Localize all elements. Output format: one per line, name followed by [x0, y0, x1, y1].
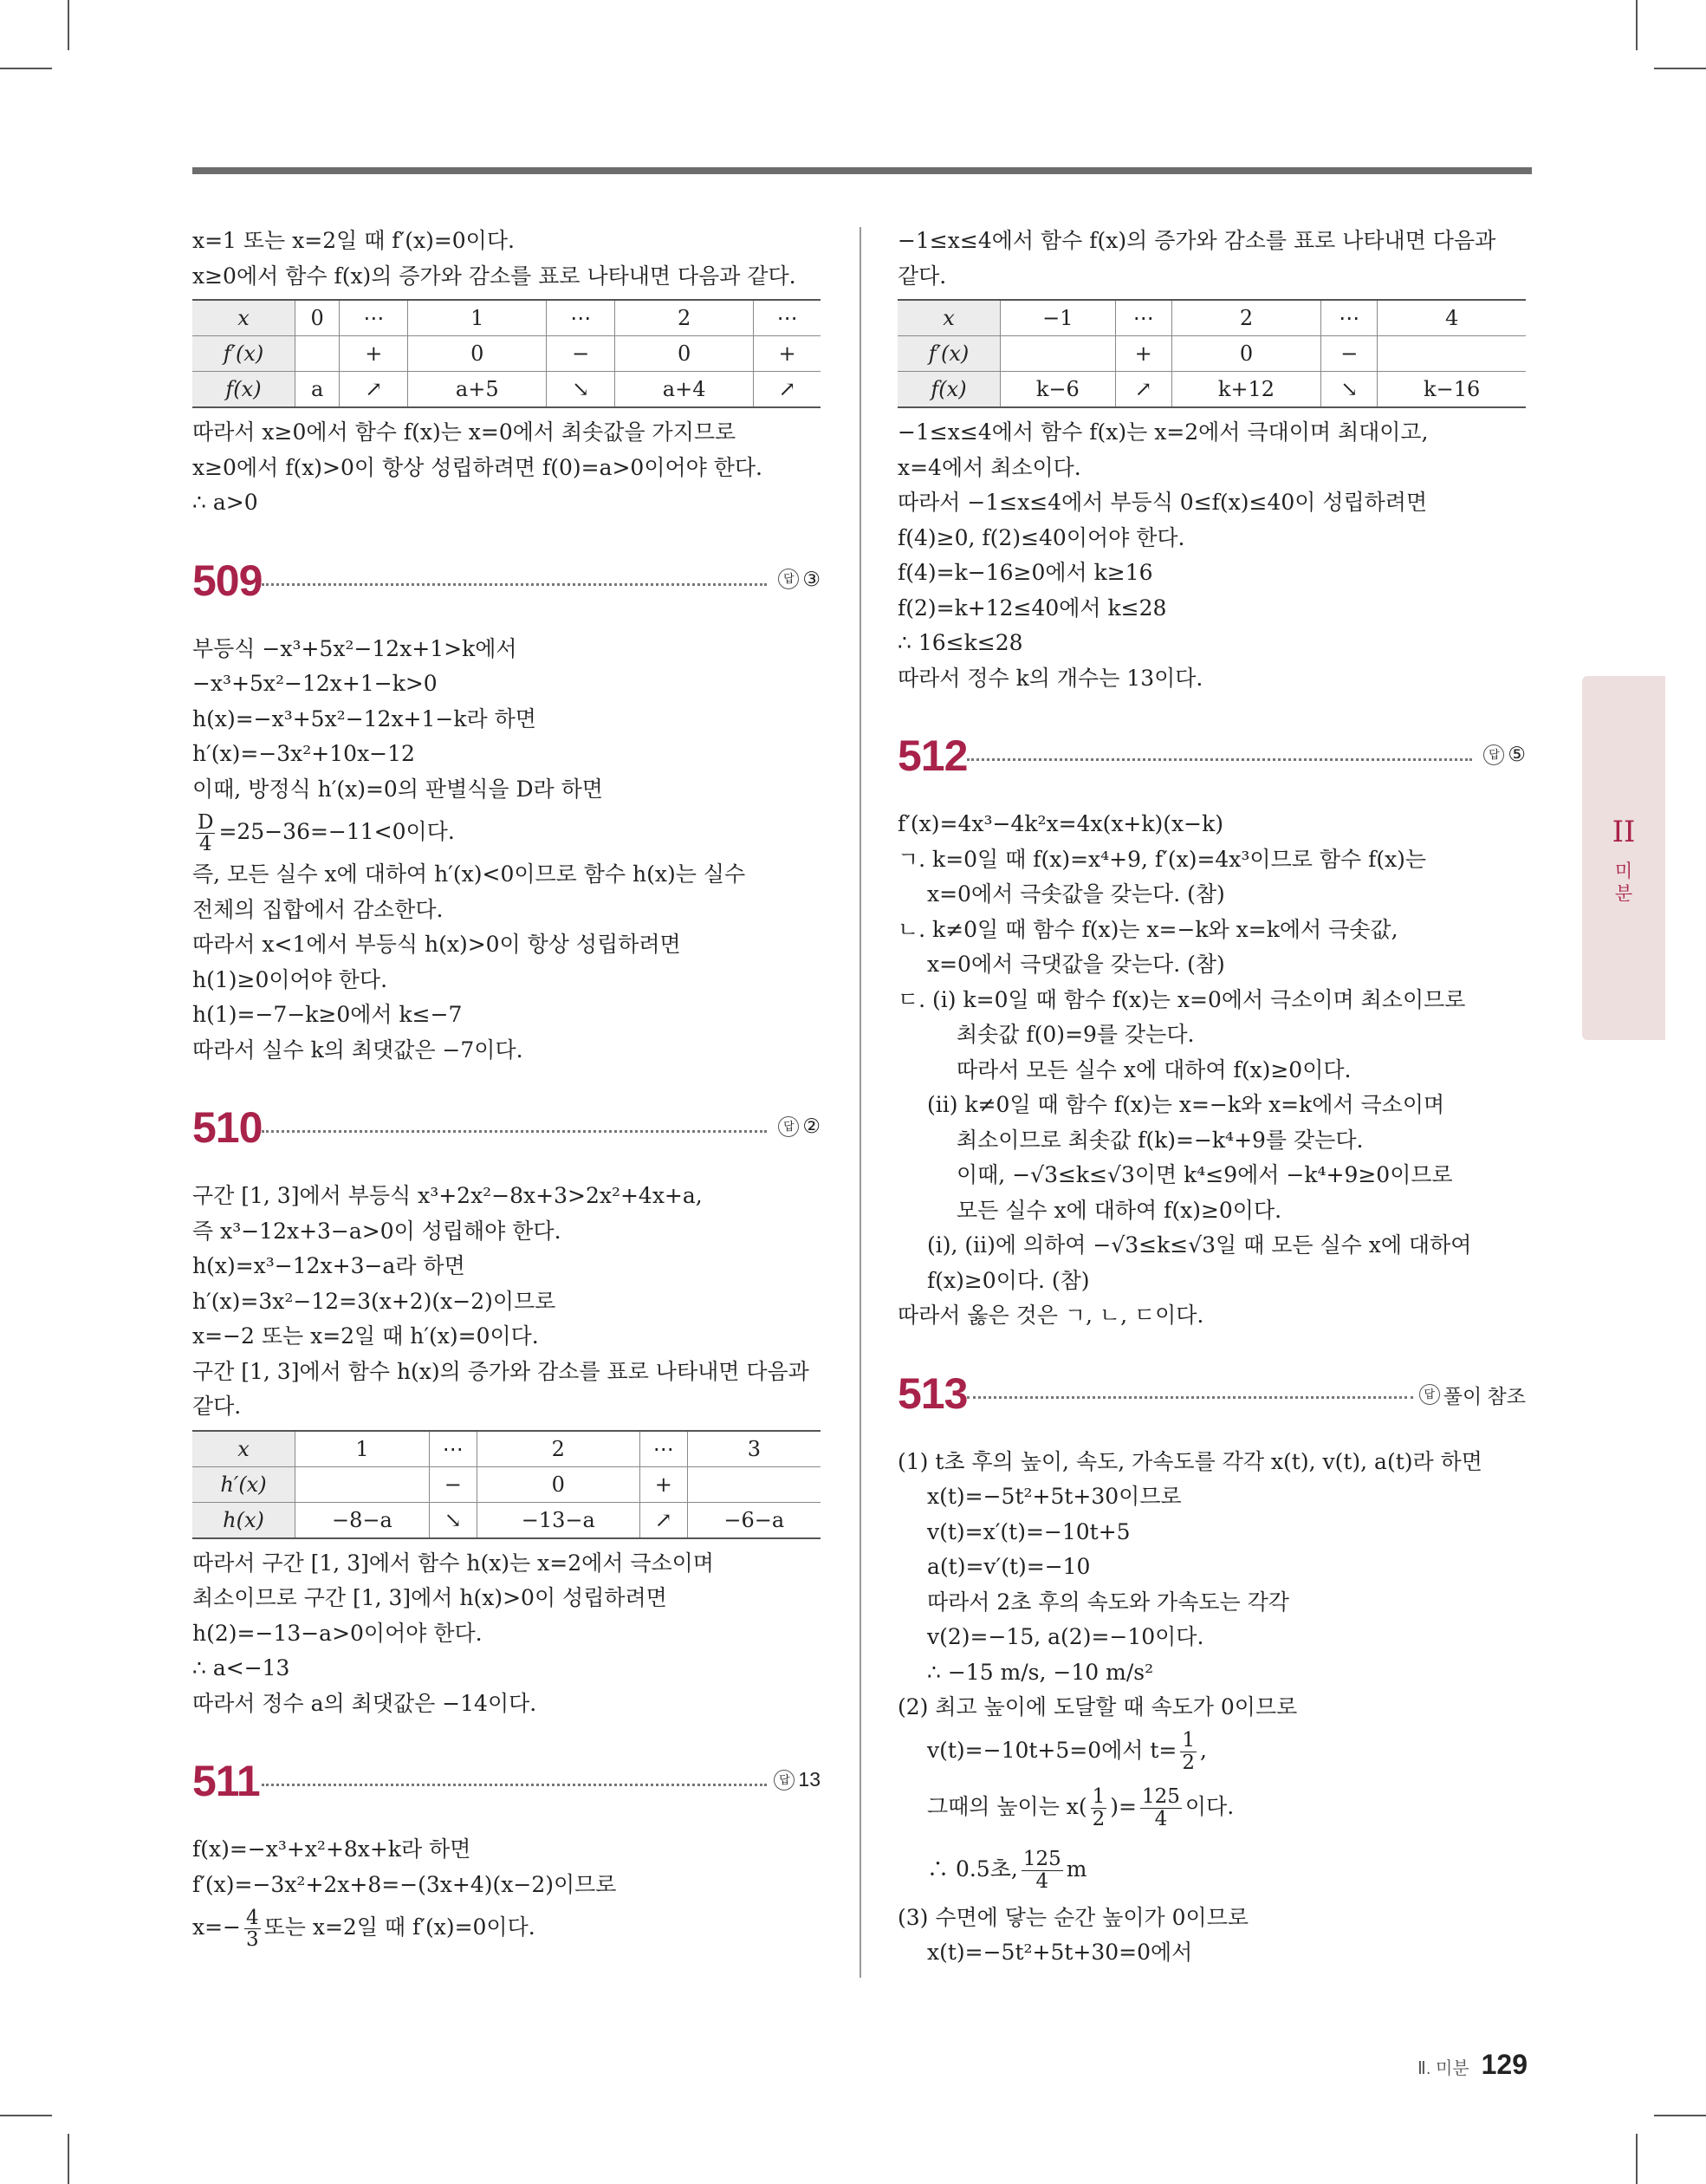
text-line: x(t)=−5t²+5t+30=0에서	[927, 1940, 1193, 1965]
chapter-number: II	[1612, 815, 1636, 849]
text-line: (3) 수면에 닿는 순간 높이가 0이므로	[898, 1904, 1249, 1930]
text-line: a(t)=v′(t)=−10	[927, 1554, 1091, 1579]
text-line: 따라서 x≥0에서 함수 f(x)는 x=0에서 최솟값을 가지므로	[192, 419, 736, 445]
text-line: 따라서 옳은 것은 ㄱ, ㄴ, ㄷ이다.	[898, 1303, 1204, 1328]
text-line: 따라서 2초 후의 속도와 가속도는 각각	[927, 1589, 1289, 1615]
text-line: (2) 최고 높이에 도달할 때 속도가 0이므로	[898, 1694, 1298, 1719]
text-line: 최소이므로 구간 [1, 3]에서 h(x)>0이 성립하려면	[192, 1585, 667, 1610]
solution-512	[898, 807, 1526, 1334]
text-line: 같다.	[898, 263, 947, 289]
text-line: 따라서 정수 a의 최댓값은 −14이다.	[192, 1690, 537, 1716]
problem-number: 512	[898, 731, 968, 780]
text-line: 따라서 실수 k의 최댓값은 −7이다.	[192, 1037, 523, 1063]
text-line: (ii) k≠0일 때 함수 f(x)는 x=−k와 x=k에서 극소이며	[927, 1092, 1445, 1117]
leader-dots	[262, 1784, 767, 1786]
solution-513-part1	[898, 1445, 1526, 1726]
problem-header-510	[192, 1103, 821, 1152]
text-line: f(4)≥0, f(2)≤40이어야 한다.	[898, 524, 1185, 550]
fraction: $\frac{125}{4}$	[1142, 1785, 1180, 1830]
crop-mark	[0, 68, 52, 69]
fraction: $\frac{1}{2}$	[1092, 1785, 1106, 1830]
chapter-tab	[1582, 676, 1665, 1040]
text-line: ∴ a<−13	[192, 1655, 290, 1680]
text-line: 따라서 x<1에서 부등식 h(x)>0이 항상 성립하려면	[192, 932, 681, 957]
text-line: ㄱ. k=0일 때 f(x)=x⁴+9, f′(x)=4x³이므로 함수 f(x)는	[898, 846, 1427, 872]
text-line: 구간 [1, 3]에서 부등식 x³+2x²−8x+3>2x²+4x+a,	[192, 1183, 703, 1208]
problem-number: 513	[898, 1368, 968, 1418]
text-line: 모든 실수 x에 대하여 f(x)≥0이다.	[957, 1197, 1282, 1223]
text-line: ㄴ. k≠0일 때 함수 f(x)는 x=−k와 x=k에서 극솟값,	[898, 916, 1398, 942]
text-line: v(2)=−15, a(2)=−10이다.	[927, 1624, 1204, 1649]
fraction: $\frac{4}{3}$	[246, 1906, 259, 1951]
leader-dots	[262, 1130, 767, 1133]
text-line: f(x)≥0이다. (참)	[927, 1267, 1090, 1293]
text-line: ∴ −15 m/s, −10 m/s²	[927, 1659, 1154, 1685]
text-line: 즉, 모든 실수 x에 대하여 h′(x)<0이므로 함수 h(x)는 실수	[192, 861, 746, 887]
text-line: −x³+5x²−12x+1−k>0	[192, 671, 438, 696]
leader-dots	[262, 583, 767, 586]
problem-number: 511	[192, 1757, 260, 1805]
text-line: h′(x)=−3x²+10x−12	[192, 741, 415, 766]
text-line: 이때, −√3≤k≤√3이면 k⁴≤9에서 −k⁴+9≥0이므로	[957, 1162, 1453, 1187]
text-line: 부등식 −x³+5x²−12x+1>k에서	[192, 635, 517, 661]
footer-section: Ⅱ. 미분	[1417, 2059, 1469, 2078]
variation-table: x 1 ⋯ 2 ⋯ 3 h′(x) − 0 + h(x) −8−a ↘ −13−a ↗ −6−a	[192, 1430, 821, 1539]
crop-mark	[68, 0, 69, 50]
text-line: x=0에서 극솟값을 갖는다. (참)	[927, 881, 1225, 907]
answer: 답 ③	[778, 568, 821, 591]
crop-mark	[0, 2115, 52, 2116]
text-line: 따라서 −1≤x≤4에서 부등식 0≤f(x)≤40이 성립하려면	[898, 490, 1428, 515]
text-line: (1) t초 후의 높이, 속도, 가속도를 각각 x(t), v(t), a(t)라 하면	[898, 1448, 1482, 1474]
problem-header-512	[898, 731, 1526, 780]
page-footer	[1417, 2049, 1528, 2081]
fraction: $\frac{125}{4}$	[1022, 1848, 1061, 1893]
answer: 답 13	[774, 1768, 821, 1791]
answer-badge: 답	[774, 1770, 795, 1791]
text-line: 따라서 구간 [1, 3]에서 함수 h(x)는 x=2에서 극소이며	[192, 1550, 714, 1576]
column-divider	[859, 227, 861, 1978]
text-line: h(x)=x³−12x+3−a라 하면	[192, 1253, 465, 1278]
text-line: h′(x)=3x²−12=3(x+2)(x−2)이므로	[192, 1288, 556, 1314]
text-line: 전체의 집합에서 감소한다.	[192, 896, 444, 922]
answer: 답 ⑤	[1483, 743, 1526, 766]
text-line: h(1)=−7−k≥0에서 k≤−7	[192, 1002, 463, 1027]
chapter-label: 미 분	[1614, 861, 1633, 904]
text-line: x≥0에서 f(x)>0이 항상 성립하려면 f(0)=a>0이어야 한다.	[192, 454, 762, 480]
crop-mark	[1654, 68, 1706, 69]
right-column	[898, 224, 1526, 1971]
text-line: x=0에서 극댓값을 갖는다. (참)	[927, 952, 1225, 977]
leader-dots	[967, 1396, 1413, 1399]
crop-mark	[1654, 2115, 1706, 2116]
crop-mark	[1636, 2134, 1638, 2184]
fraction-line: x=− $\frac{4}{3}$ 또는 x=2일 때 f′(x)=0이다.	[192, 1906, 535, 1951]
text-line: −1≤x≤4에서 함수 f(x)의 증가와 감소를 표로 나타내면 다음과	[898, 228, 1496, 253]
fraction: $\frac{D}{4}$	[198, 810, 214, 855]
problem-header-511	[192, 1757, 821, 1805]
text-line: ∴ a>0	[192, 490, 258, 515]
text-line: 같다.	[192, 1394, 242, 1419]
fraction-line: 그때의 높이는 x( $\frac{1}{2}$ )= $\frac{125}{4}$ 이다.	[927, 1785, 1235, 1830]
problem-number: 509	[192, 556, 263, 605]
text-line: x≥0에서 함수 f(x)의 증가와 감소를 표로 나타내면 다음과 같다.	[192, 263, 796, 289]
text-line: f(2)=k+12≤40에서 k≤28	[898, 595, 1167, 621]
answer: 답 풀이 참조	[1419, 1381, 1526, 1409]
text-line: 구간 [1, 3]에서 함수 h(x)의 증가와 감소를 표로 나타내면 다음과	[192, 1358, 809, 1384]
text-line: x(t)=−5t²+5t+30이므로	[927, 1484, 1182, 1509]
text-line: f(x)=−x³+x²+8x+k라 하면	[192, 1836, 471, 1862]
text-line: h(1)≥0이어야 한다.	[192, 966, 388, 992]
text-line: 최솟값 f(0)=9를 갖는다.	[957, 1022, 1195, 1047]
problem-header-509	[192, 556, 821, 605]
leader-dots	[967, 758, 1472, 761]
crop-mark	[68, 2134, 69, 2184]
fraction: $\frac{1}{2}$	[1182, 1729, 1196, 1774]
page-number: 129	[1481, 2049, 1528, 2080]
text-line: f′(x)=−3x²+2x+8=−(3x+4)(x−2)이므로	[192, 1871, 617, 1897]
answer-badge: 답	[778, 569, 799, 589]
text-line: 최소이므로 최솟값 f(k)=−k⁴+9를 갖는다.	[957, 1127, 1364, 1153]
text-line: (i), (ii)에 의하여 −√3≤k≤√3일 때 모든 실수 x에 대하여	[927, 1232, 1472, 1258]
text-line: ∴ 16≤k≤28	[898, 630, 1023, 655]
text-line: f′(x)=4x³−4k²x=4x(x+k)(x−k)	[898, 811, 1223, 836]
text-line: 따라서 정수 k의 개수는 13이다.	[898, 665, 1203, 691]
text-line: 따라서 모든 실수 x에 대하여 f(x)≥0이다.	[957, 1056, 1352, 1082]
problem-header-513	[898, 1368, 1526, 1418]
answer-badge: 답	[778, 1116, 799, 1137]
text-line: 이때, 방정식 h′(x)=0의 판별식을 D라 하면	[192, 776, 603, 802]
answer-badge: 답	[1419, 1384, 1440, 1405]
text-line: ㄷ. (i) k=0일 때 함수 f(x)는 x=0에서 극소이며 최소이므로	[898, 986, 1466, 1012]
fraction-line: v(t)=−10t+5=0에서 t= $\frac{1}{2}$ ,	[927, 1729, 1207, 1774]
text-line: 즉 x³−12x+3−a>0이 성립해야 한다.	[192, 1218, 561, 1244]
text-line: f(4)=k−16≥0에서 k≥16	[898, 560, 1153, 585]
header-rule	[192, 167, 1532, 174]
answer-badge: 답	[1483, 744, 1504, 765]
text-line: v(t)=x′(t)=−10t+5	[927, 1518, 1131, 1544]
text-line: x=1 또는 x=2일 때 f′(x)=0이다.	[192, 228, 515, 253]
solution-513-part3	[898, 1901, 1526, 1971]
problem-number: 510	[192, 1103, 263, 1152]
fraction-line: $\frac{D}{4}$ =25−36=−11<0이다.	[198, 810, 455, 855]
text-line: h(2)=−13−a>0이어야 한다.	[192, 1620, 483, 1646]
fraction-line: ∴ 0.5초, $\frac{125}{4}$ m	[927, 1848, 1087, 1893]
text-line: −1≤x≤4에서 함수 f(x)는 x=2에서 극대이며 최대이고,	[898, 419, 1429, 445]
variation-table: x −1 ⋯ 2 ⋯ 4 f′(x) + 0 − f(x) k−6 ↗ k+12 ↘ k−16	[898, 299, 1526, 408]
answer: 답 ②	[778, 1115, 821, 1138]
variation-table: x 0 ⋯ 1 ⋯ 2 ⋯ f′(x) + 0 − 0 + f(x) a ↗ a+5 ↘ a+4 ↗	[192, 299, 821, 408]
crop-mark	[1636, 0, 1638, 50]
text-line: h(x)=−x³+5x²−12x+1−k라 하면	[192, 705, 536, 731]
text-line: x=4에서 최소이다.	[898, 454, 1081, 480]
text-line: x=−2 또는 x=2일 때 h′(x)=0이다.	[192, 1323, 539, 1349]
left-column	[192, 224, 821, 1953]
